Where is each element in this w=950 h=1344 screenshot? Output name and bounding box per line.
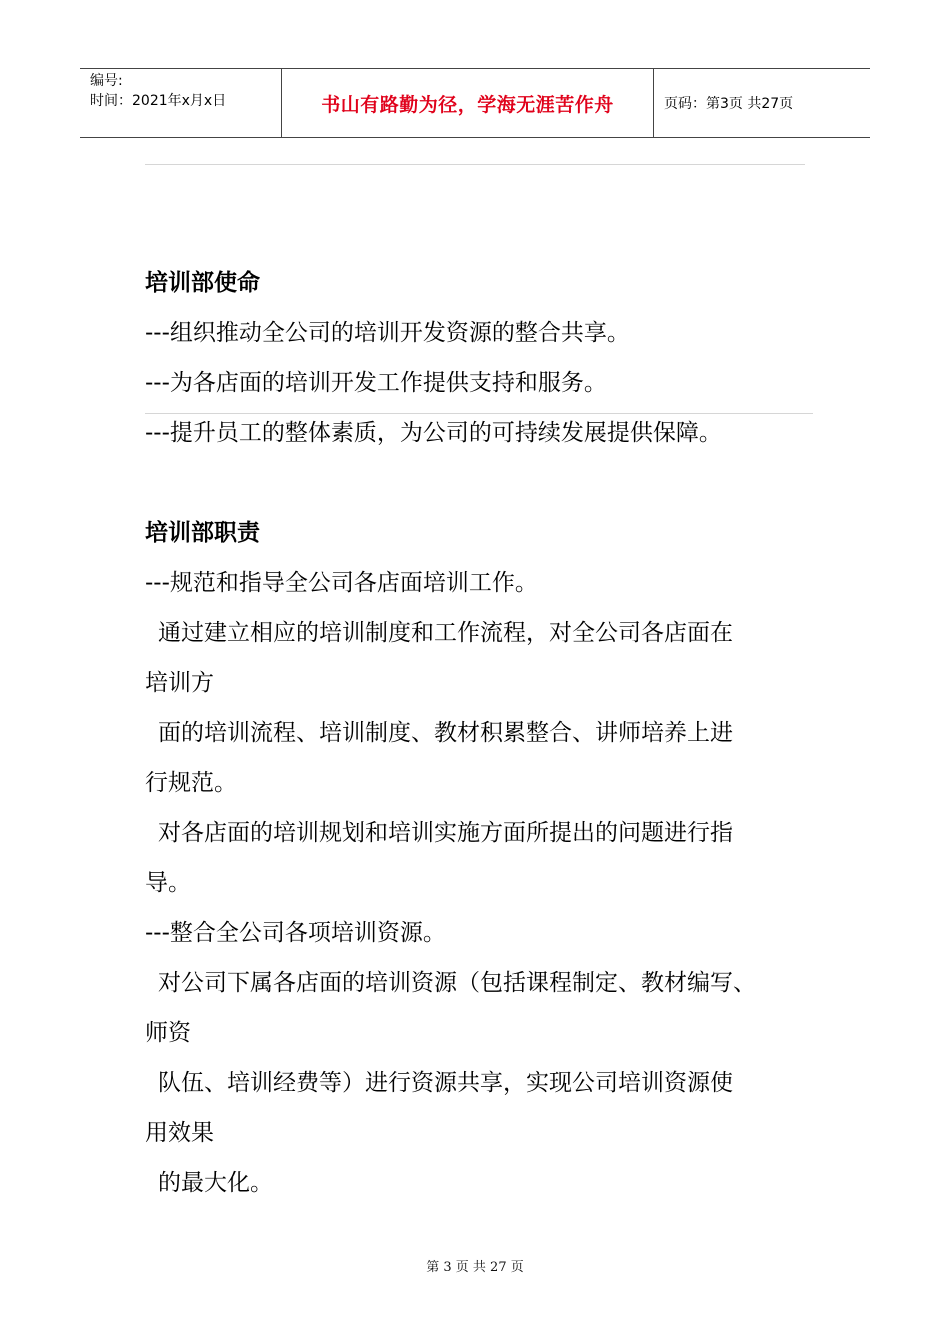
header-date: 时间：2021年x月x日 [90, 93, 227, 109]
duty-line: 对各店面的培训规划和培训实施方面所提出的问题进行指 [158, 820, 733, 846]
duty-line: 导。 [145, 870, 191, 896]
header-motto: 书山有路勤为径，学海无涯苦作舟 [282, 69, 654, 137]
header-meta-cell [80, 69, 282, 137]
duty-line: 培训方 [145, 670, 214, 696]
mission-line: ---为各店面的培训开发工作提供支持和服务。 [145, 370, 607, 396]
section-gap [145, 458, 815, 508]
duty-line: 对公司下属各店面的培训资源（包括课程制定、教材编写、 [158, 970, 756, 996]
section-heading-mission: 培训部使命 [145, 270, 260, 296]
mission-line: ---组织推动全公司的培训开发资源的整合共享。 [145, 320, 630, 346]
duty-line: 面的培训流程、培训制度、教材积累整合、讲师培养上进 [158, 720, 733, 746]
duty-line: 师资 [145, 1020, 191, 1046]
duty-line: 行规范。 [145, 770, 237, 796]
duty-line: 队伍、培训经费等）进行资源共享，实现公司培训资源使 [158, 1070, 733, 1096]
header-divider [145, 164, 805, 165]
mission-line: ---提升员工的整体素质，为公司的可持续发展提供保障。 [145, 420, 722, 446]
duty-line: ---规范和指导全公司各店面培训工作。 [145, 570, 538, 596]
duty-line: ---整合全公司各项培训资源。 [145, 920, 446, 946]
section-heading-duties: 培训部职责 [145, 520, 260, 546]
header-page-info: 页码：第3页 共27页 [664, 96, 794, 112]
duty-line: 通过建立相应的培训制度和工作流程，对全公司各店面在 [158, 620, 733, 646]
page-footer: 第 3 页 共 27 页 [426, 1260, 524, 1275]
document-body [145, 258, 815, 1208]
page-header [80, 68, 870, 138]
header-number-label: 编号: [90, 73, 123, 89]
duty-line: 的最大化。 [158, 1170, 273, 1196]
duty-line: 用效果 [145, 1120, 214, 1146]
